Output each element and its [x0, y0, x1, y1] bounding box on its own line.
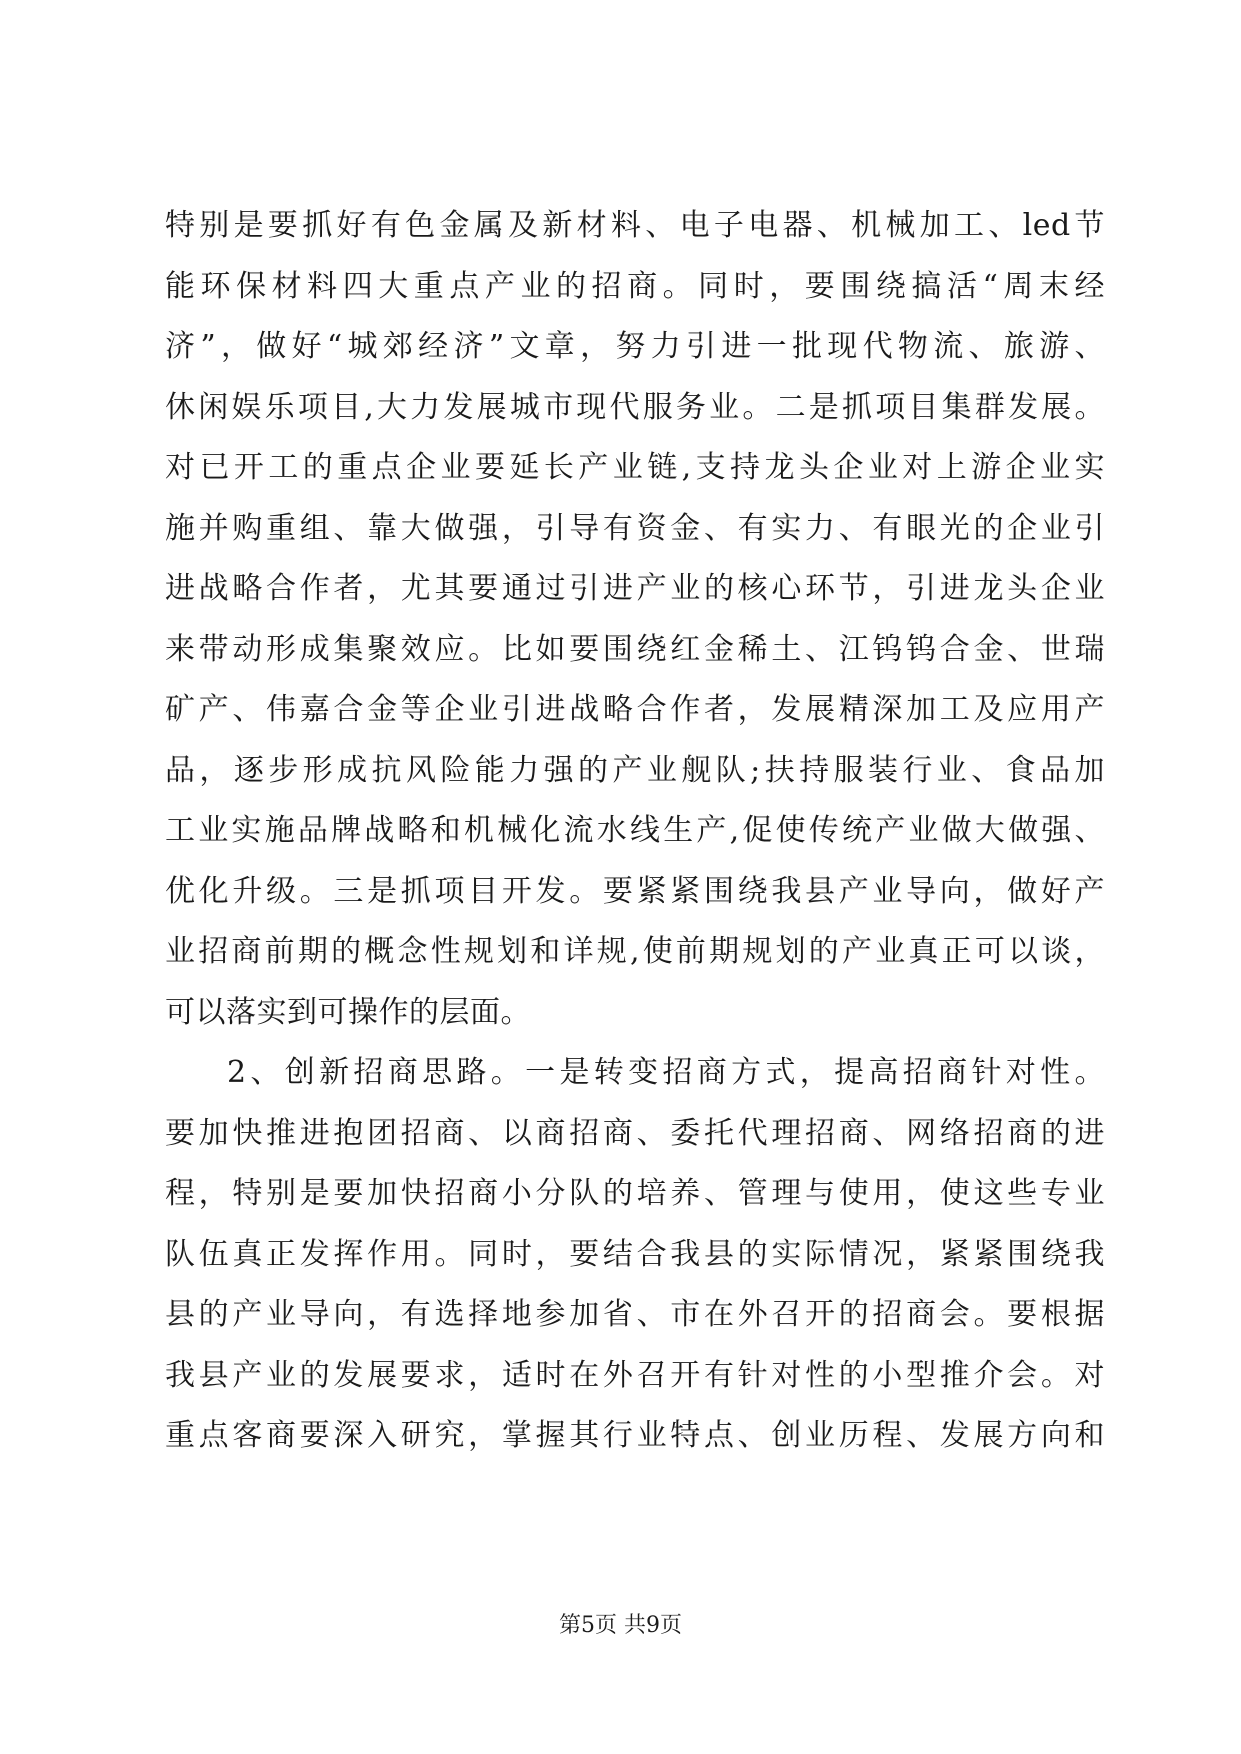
text-line: 能环保材料四大重点产业的招商。同时，要围绕搞活“周末经: [165, 268, 1105, 304]
text-line: 重点客商要深入研究，掌握其行业特点、创业历程、发展方向和: [165, 1418, 1105, 1453]
text-line: 程，特别是要加快招商小分队的培养、管理与使用，使这些专业: [165, 1176, 1105, 1211]
text-line: 优化升级。三是抓项目开发。要紧紧围绕我县产业导向，做好产: [165, 873, 1105, 909]
document-body: [165, 196, 1105, 1467]
text-line: 休闲娱乐项目,大力发展城市现代服务业。二是抓项目集群发展。: [165, 389, 1105, 425]
text-line: 对已开工的重点企业要延长产业链,支持龙头企业对上游企业实: [165, 450, 1105, 485]
text-line: 特别是要抓好有色金属及新材料、电子电器、机械加工、led节: [165, 208, 1105, 243]
text-line: 县的产业导向，有选择地参加省、市在外召开的招商会。要根据: [165, 1297, 1105, 1332]
text-line: 来带动形成集聚效应。比如要围绕红金稀土、江钨钨合金、世瑞: [165, 631, 1105, 667]
text-line: 济”，做好“城郊经济”文章，努力引进一批现代物流、旅游、: [165, 329, 1105, 364]
text-line: 我县产业的发展要求，适时在外召开有针对性的小型推介会。对: [165, 1357, 1105, 1393]
text-line-paragraph-start: 2、创新招商思路。一是转变招商方式，提高招商针对性。: [227, 1055, 1105, 1090]
text-line: 要加快推进抱团招商、以商招商、委托代理招商、网络招商的进: [165, 1115, 1105, 1151]
text-line: 业招商前期的概念性规划和详规,使前期规划的产业真正可以谈，: [165, 934, 1105, 969]
text-line: 品，逐步形成抗风险能力强的产业舰队;扶持服装行业、食品加: [165, 752, 1105, 788]
text-line: 工业实施品牌战略和机械化流水线生产,促使传统产业做大做强、: [165, 813, 1105, 848]
text-line: 矿产、伟嘉合金等企业引进战略合作者，发展精深加工及应用产: [165, 692, 1105, 727]
text-line: 队伍真正发挥作用。同时，要结合我县的实际情况，紧紧围绕我: [165, 1236, 1105, 1272]
text-line: 进战略合作者，尤其要通过引进产业的核心环节，引进龙头企业: [165, 571, 1105, 606]
text-line-paragraph-end: 可以落实到可操作的层面。: [165, 994, 531, 1030]
text-line: 施并购重组、靠大做强，引导有资金、有实力、有眼光的企业引: [165, 510, 1105, 546]
page-number-footer: 第5页 共9页: [559, 1613, 682, 1638]
